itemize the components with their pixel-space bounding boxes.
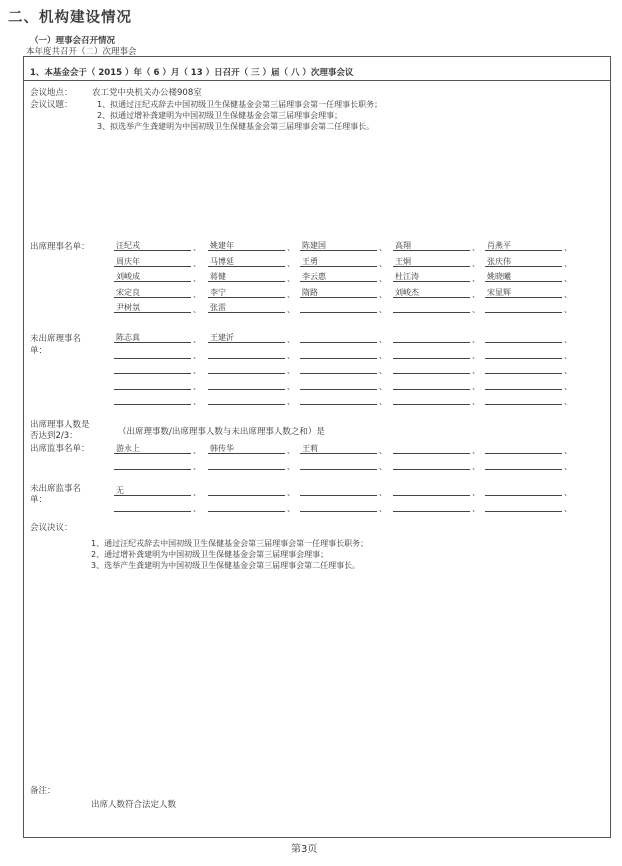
name-separator: 、	[564, 305, 572, 314]
name-separator: 、	[472, 258, 480, 268]
name-separator: 、	[472, 243, 480, 252]
name-cell: 姚建年	[208, 240, 285, 251]
name-separator: 、	[193, 381, 201, 391]
name-cell	[393, 485, 470, 496]
name-separator: 、	[379, 258, 387, 268]
name-cell: 游永上	[114, 443, 191, 454]
name-separator: 、	[379, 366, 387, 375]
name-cell: 无	[114, 485, 191, 496]
name-separator: 、	[472, 350, 480, 360]
name-separator: 、	[193, 397, 201, 406]
name-cell	[300, 459, 377, 470]
name-cell: 王莉	[300, 443, 377, 454]
name-cell	[485, 302, 562, 313]
name-separator: 、	[564, 274, 572, 283]
name-cell	[114, 379, 191, 390]
name-separator: 、	[287, 274, 295, 283]
name-cell	[485, 332, 562, 343]
name-cell: 陈建国	[300, 240, 377, 251]
name-cell	[300, 501, 377, 512]
name-separator: 、	[193, 243, 201, 252]
name-cell	[114, 394, 191, 405]
name-separator: 、	[472, 446, 480, 455]
name-cell	[485, 348, 562, 359]
name-separator: 、	[379, 243, 387, 252]
name-separator: 、	[287, 305, 295, 314]
name-separator: 、	[564, 503, 572, 513]
name-cell	[208, 501, 285, 512]
name-cell	[485, 394, 562, 405]
topics-label: 会议议题：	[30, 100, 73, 110]
absent-directors-label: 未出席理事名 单：	[30, 334, 82, 356]
name-cell	[485, 379, 562, 390]
name-separator: 、	[472, 274, 480, 283]
name-separator: 、	[287, 503, 295, 513]
topic-item: 1、拟通过汪纪戎辞去中国初级卫生保健基金会第三届理事会第一任理事长职务；	[97, 100, 383, 109]
name-separator: 、	[379, 503, 387, 513]
name-separator: 、	[379, 274, 387, 283]
name-separator: 、	[564, 488, 572, 497]
resolution-item: 3、选举产生龚建明为中国初级卫生保健基金会第三届理事会第二任理事长。	[91, 561, 361, 570]
name-separator: 、	[379, 350, 387, 360]
name-separator: 、	[287, 461, 295, 471]
name-separator: 、	[193, 461, 201, 471]
name-separator: 、	[564, 366, 572, 375]
name-cell: 李宁	[208, 287, 285, 298]
name-separator: 、	[472, 381, 480, 391]
meeting-location: 农工党中央机关办公楼908室	[92, 88, 202, 98]
name-separator: 、	[564, 289, 572, 299]
name-cell: 隋路	[300, 287, 377, 298]
name-cell: 马博延	[208, 256, 285, 267]
name-cell	[393, 348, 470, 359]
annual-count-prefix: 本年度共召开（	[26, 47, 86, 57]
name-separator: 、	[379, 397, 387, 406]
name-cell	[300, 394, 377, 405]
absent-supervisors-label: 未出席监事名 单：	[30, 484, 82, 505]
name-separator: 、	[564, 461, 572, 471]
quorum-note: （出席理事数/出席理事人数与未出席理事人数之和）是	[118, 427, 325, 437]
name-separator: 、	[379, 289, 387, 299]
name-cell: 杜江涛	[393, 271, 470, 282]
name-cell	[300, 363, 377, 374]
name-cell	[208, 363, 285, 374]
name-separator: 、	[193, 446, 201, 455]
name-cell	[208, 459, 285, 470]
name-cell	[485, 443, 562, 454]
topic-item: 3、拟选举产生龚建明为中国初级卫生保健基金会第三届理事会第二任理事长。	[97, 122, 375, 131]
remarks-text: 出席人数符合法定人数	[91, 800, 177, 810]
name-separator: 、	[472, 335, 480, 344]
name-separator: 、	[193, 258, 201, 268]
name-cell	[393, 394, 470, 405]
page-number: 第3页	[291, 844, 318, 855]
name-separator: 、	[287, 446, 295, 455]
topic-item: 2、拟通过增补龚建明为中国初级卫生保健基金会第三届理事会理事；	[97, 111, 343, 120]
subsection-title: （一）理事会召开情况	[30, 36, 116, 46]
name-cell: 陈志真	[114, 332, 191, 343]
name-cell	[208, 348, 285, 359]
name-separator: 、	[287, 258, 295, 268]
name-separator: 、	[472, 488, 480, 497]
name-cell	[393, 501, 470, 512]
name-cell	[393, 459, 470, 470]
name-cell: 王建沂	[208, 332, 285, 343]
name-separator: 、	[379, 305, 387, 314]
name-cell	[300, 348, 377, 359]
name-cell	[208, 485, 285, 496]
name-cell	[485, 501, 562, 512]
present-directors-label: 出席理事名单：	[30, 242, 90, 252]
present-supervisors-label: 出席监事名单：	[30, 444, 90, 454]
name-separator: 、	[379, 381, 387, 391]
name-separator: 、	[472, 397, 480, 406]
name-cell: 刘峻杰	[393, 287, 470, 298]
quorum-label: 出席理事人数是 否达到2/3：	[30, 420, 90, 441]
name-separator: 、	[472, 289, 480, 299]
name-separator: 、	[287, 366, 295, 375]
name-cell: 王勇	[300, 256, 377, 267]
name-separator: 、	[287, 397, 295, 406]
header-divider	[23, 80, 611, 81]
name-separator: 、	[472, 366, 480, 375]
name-cell	[300, 379, 377, 390]
name-separator: 、	[564, 335, 572, 344]
name-cell	[485, 459, 562, 470]
name-separator: 、	[193, 488, 201, 497]
name-separator: 、	[564, 258, 572, 268]
name-cell: 高翔	[393, 240, 470, 251]
name-cell: 汪纪戎	[114, 240, 191, 251]
name-cell	[393, 379, 470, 390]
name-cell: 肖燕平	[485, 240, 562, 251]
name-separator: 、	[193, 305, 201, 314]
name-cell	[208, 379, 285, 390]
annual-count-value: 二	[85, 47, 95, 57]
resolutions-label: 会议决议：	[30, 523, 73, 533]
name-separator: 、	[472, 461, 480, 471]
name-cell: 张庆伟	[485, 256, 562, 267]
name-cell	[114, 459, 191, 470]
name-separator: 、	[193, 289, 201, 299]
name-separator: 、	[564, 446, 572, 455]
name-cell: 刘峻成	[114, 271, 191, 282]
name-cell: 李云惠	[300, 271, 377, 282]
name-separator: 、	[472, 305, 480, 314]
name-cell: 蒋健	[208, 271, 285, 282]
name-separator: 、	[287, 350, 295, 360]
name-cell: 周庆年	[114, 256, 191, 267]
name-separator: 、	[287, 335, 295, 344]
section-title: 二、机构建设情况	[8, 10, 132, 26]
name-cell	[485, 363, 562, 374]
name-cell	[114, 501, 191, 512]
name-cell	[300, 302, 377, 313]
name-cell: 宋定良	[114, 287, 191, 298]
name-separator: 、	[193, 335, 201, 344]
name-cell: 尹树氛	[114, 302, 191, 313]
name-cell: 张雷	[208, 302, 285, 313]
name-separator: 、	[379, 446, 387, 455]
name-cell	[300, 485, 377, 496]
name-cell: 宋显辉	[485, 287, 562, 298]
name-separator: 、	[564, 381, 572, 391]
annual-count-suffix: ）次理事会	[94, 47, 137, 57]
name-cell: 姚晓曦	[485, 271, 562, 282]
name-cell	[114, 363, 191, 374]
name-separator: 、	[193, 350, 201, 360]
name-separator: 、	[287, 381, 295, 391]
name-cell	[485, 485, 562, 496]
name-separator: 、	[287, 243, 295, 252]
name-separator: 、	[564, 243, 572, 252]
name-separator: 、	[379, 461, 387, 471]
resolution-item: 1、通过汪纪戎辞去中国初级卫生保健基金会第三届理事会第一任理事长职务；	[91, 539, 369, 548]
name-cell	[393, 363, 470, 374]
name-separator: 、	[193, 274, 201, 283]
name-separator: 、	[472, 503, 480, 513]
name-separator: 、	[379, 335, 387, 344]
name-separator: 、	[564, 350, 572, 360]
location-label: 会议地点：	[30, 88, 73, 98]
name-separator: 、	[193, 503, 201, 513]
meeting-header-line: 1、本基金会于（ 2015 ）年（ 6 ）月（ 13 ）日召开（ 三 ）届（ 八 ）次理事会议	[30, 68, 354, 78]
name-separator: 、	[193, 366, 201, 375]
name-cell: 王炯	[393, 256, 470, 267]
name-cell	[208, 394, 285, 405]
name-cell: 韩传华	[208, 443, 285, 454]
name-cell	[114, 348, 191, 359]
name-separator: 、	[564, 397, 572, 406]
name-cell	[393, 332, 470, 343]
name-separator: 、	[287, 488, 295, 497]
name-cell	[393, 443, 470, 454]
name-separator: 、	[379, 488, 387, 497]
resolution-item: 2、通过增补龚建明为中国初级卫生保健基金会第三届理事会理事；	[91, 550, 329, 559]
remarks-label: 备注：	[30, 786, 56, 796]
name-cell	[393, 302, 470, 313]
name-separator: 、	[287, 289, 295, 299]
name-cell	[300, 332, 377, 343]
